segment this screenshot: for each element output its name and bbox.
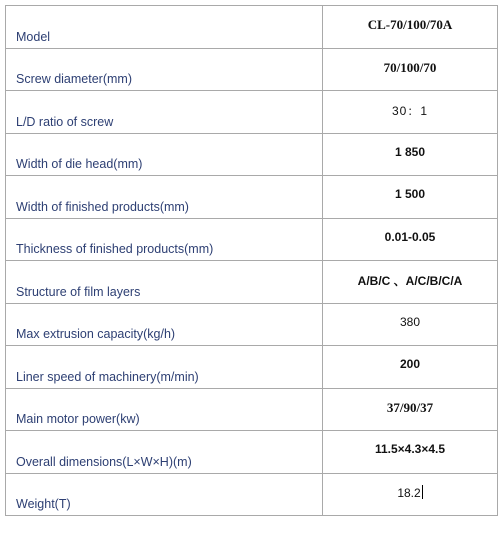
spec-label-finished-width: Width of finished products(mm) <box>6 176 323 219</box>
table-row <box>6 473 498 516</box>
table-row <box>6 218 498 261</box>
spec-table <box>5 5 498 516</box>
spec-value-screw-diameter: 70/100/70 <box>323 48 498 91</box>
spec-label-ld-ratio: L/D ratio of screw <box>6 91 323 134</box>
table-row <box>6 431 498 474</box>
text-cursor <box>422 485 423 499</box>
table-row <box>6 261 498 304</box>
table-row <box>6 346 498 389</box>
spec-value-liner-speed: 200 <box>323 346 498 389</box>
table-row <box>6 388 498 431</box>
spec-value-finished-width: 1 500 <box>323 176 498 219</box>
spec-value-die-head-width: 1 850 <box>323 133 498 176</box>
spec-label-screw-diameter: Screw diameter(mm) <box>6 48 323 91</box>
table-row <box>6 176 498 219</box>
spec-value-film-structure: A/B/C 、A/C/B/C/A <box>323 261 498 304</box>
table-row <box>6 91 498 134</box>
spec-label-overall-dimensions: Overall dimensions(L×W×H)(m) <box>6 431 323 474</box>
spec-label-film-structure: Structure of film layers <box>6 261 323 304</box>
spec-value-extrusion-capacity: 380 <box>323 303 498 346</box>
spec-value-weight: 18.2 <box>397 485 421 500</box>
spec-value-ld-ratio: 30：1 <box>323 91 498 134</box>
spec-label-motor-power: Main motor power(kw) <box>6 388 323 431</box>
table-row <box>6 133 498 176</box>
spec-label-die-head-width: Width of die head(mm) <box>6 133 323 176</box>
spec-label-model: Model <box>6 6 323 49</box>
spec-value-finished-thickness: 0.01-0.05 <box>323 218 498 261</box>
table-row <box>6 48 498 91</box>
spec-label-liner-speed: Liner speed of machinery(m/min) <box>6 346 323 389</box>
spec-value-motor-power: 37/90/37 <box>323 388 498 431</box>
table-row <box>6 303 498 346</box>
spec-label-weight: Weight(T) <box>6 473 323 516</box>
spec-value-weight-cell[interactable] <box>323 473 498 516</box>
spec-value-model: CL-70/100/70A <box>323 6 498 49</box>
spec-label-extrusion-capacity: Max extrusion capacity(kg/h) <box>6 303 323 346</box>
spec-label-finished-thickness: Thickness of finished products(mm) <box>6 218 323 261</box>
spec-value-overall-dimensions: 11.5×4.3×4.5 <box>323 431 498 474</box>
table-row <box>6 6 498 49</box>
